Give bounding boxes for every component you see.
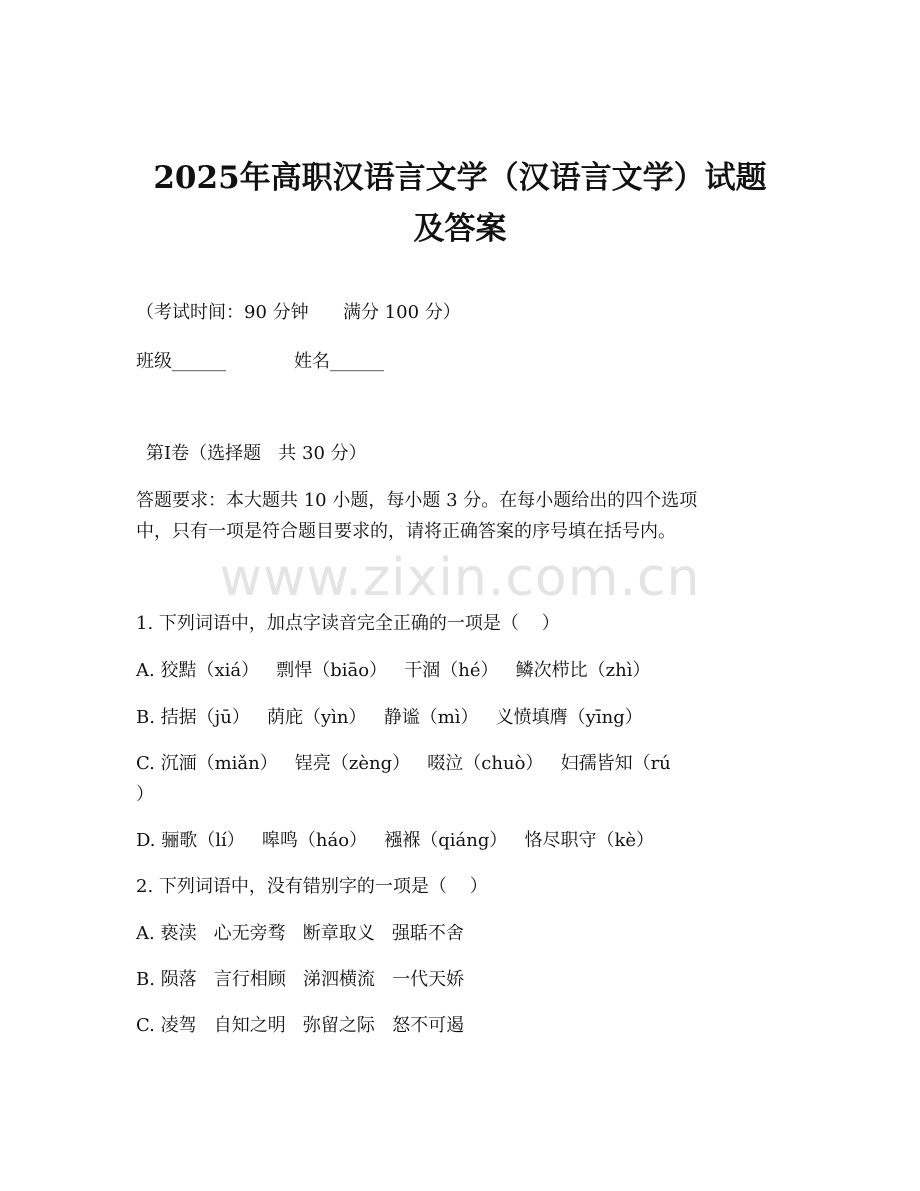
document-title-line-1: 2025年高职汉语言文学（汉语言文学）试题 — [153, 160, 767, 196]
name-field-label: 姓名______ — [294, 351, 384, 372]
question-1-option-d: D. 骊歌（lí） 嗥鸣（háo） 襁褓（qiáng） 恪尽职守（kè） — [136, 830, 655, 851]
question-2-option-a: A. 亵渎 心无旁骛 断章取义 强聒不舍 — [136, 923, 464, 944]
question-1-option-c: C. 沉湎（miǎn） 锃亮（zèng） 啜泣（chuò） 妇孺皆知（rú — [136, 753, 671, 774]
question-1-option-a: A. 狡黠（xiá） 剽悍（biāo） 干涸（hé） 鳞次栉比（zhì） — [136, 660, 651, 681]
watermark: www.zixin.com.cn — [219, 548, 701, 608]
document-title-line-2: 及答案 — [413, 211, 507, 247]
question-1-stem: 1. 下列词语中，加点字读音完全正确的一项是（ ） — [136, 613, 560, 634]
section-heading: 第Ⅰ卷（选择题 共 30 分） — [146, 443, 367, 464]
question-1-option-b: B. 拮据（jū） 荫庇（yìn） 静谧（mì） 义愤填膺（yīng） — [136, 707, 643, 728]
question-2-option-c: C. 凌驾 自知之明 弥留之际 怒不可遏 — [136, 1015, 465, 1036]
exam-time-info: （考试时间：90 分钟 满分 100 分） — [136, 302, 461, 323]
instructions-line-2: 中，只有一项是符合题目要求的，请将正确答案的序号填在括号内。 — [136, 521, 676, 542]
question-2-stem: 2. 下列词语中，没有错别字的一项是（ ） — [136, 876, 488, 897]
question-1-option-c-continued: ） — [136, 784, 154, 805]
class-field-label: 班级______ — [136, 351, 226, 372]
question-2-option-b: B. 陨落 言行相顾 涕泗横流 一代天娇 — [136, 969, 465, 990]
instructions-line-1: 答题要求：本大题共 10 小题，每小题 3 分。在每小题给出的四个选项 — [136, 490, 698, 511]
